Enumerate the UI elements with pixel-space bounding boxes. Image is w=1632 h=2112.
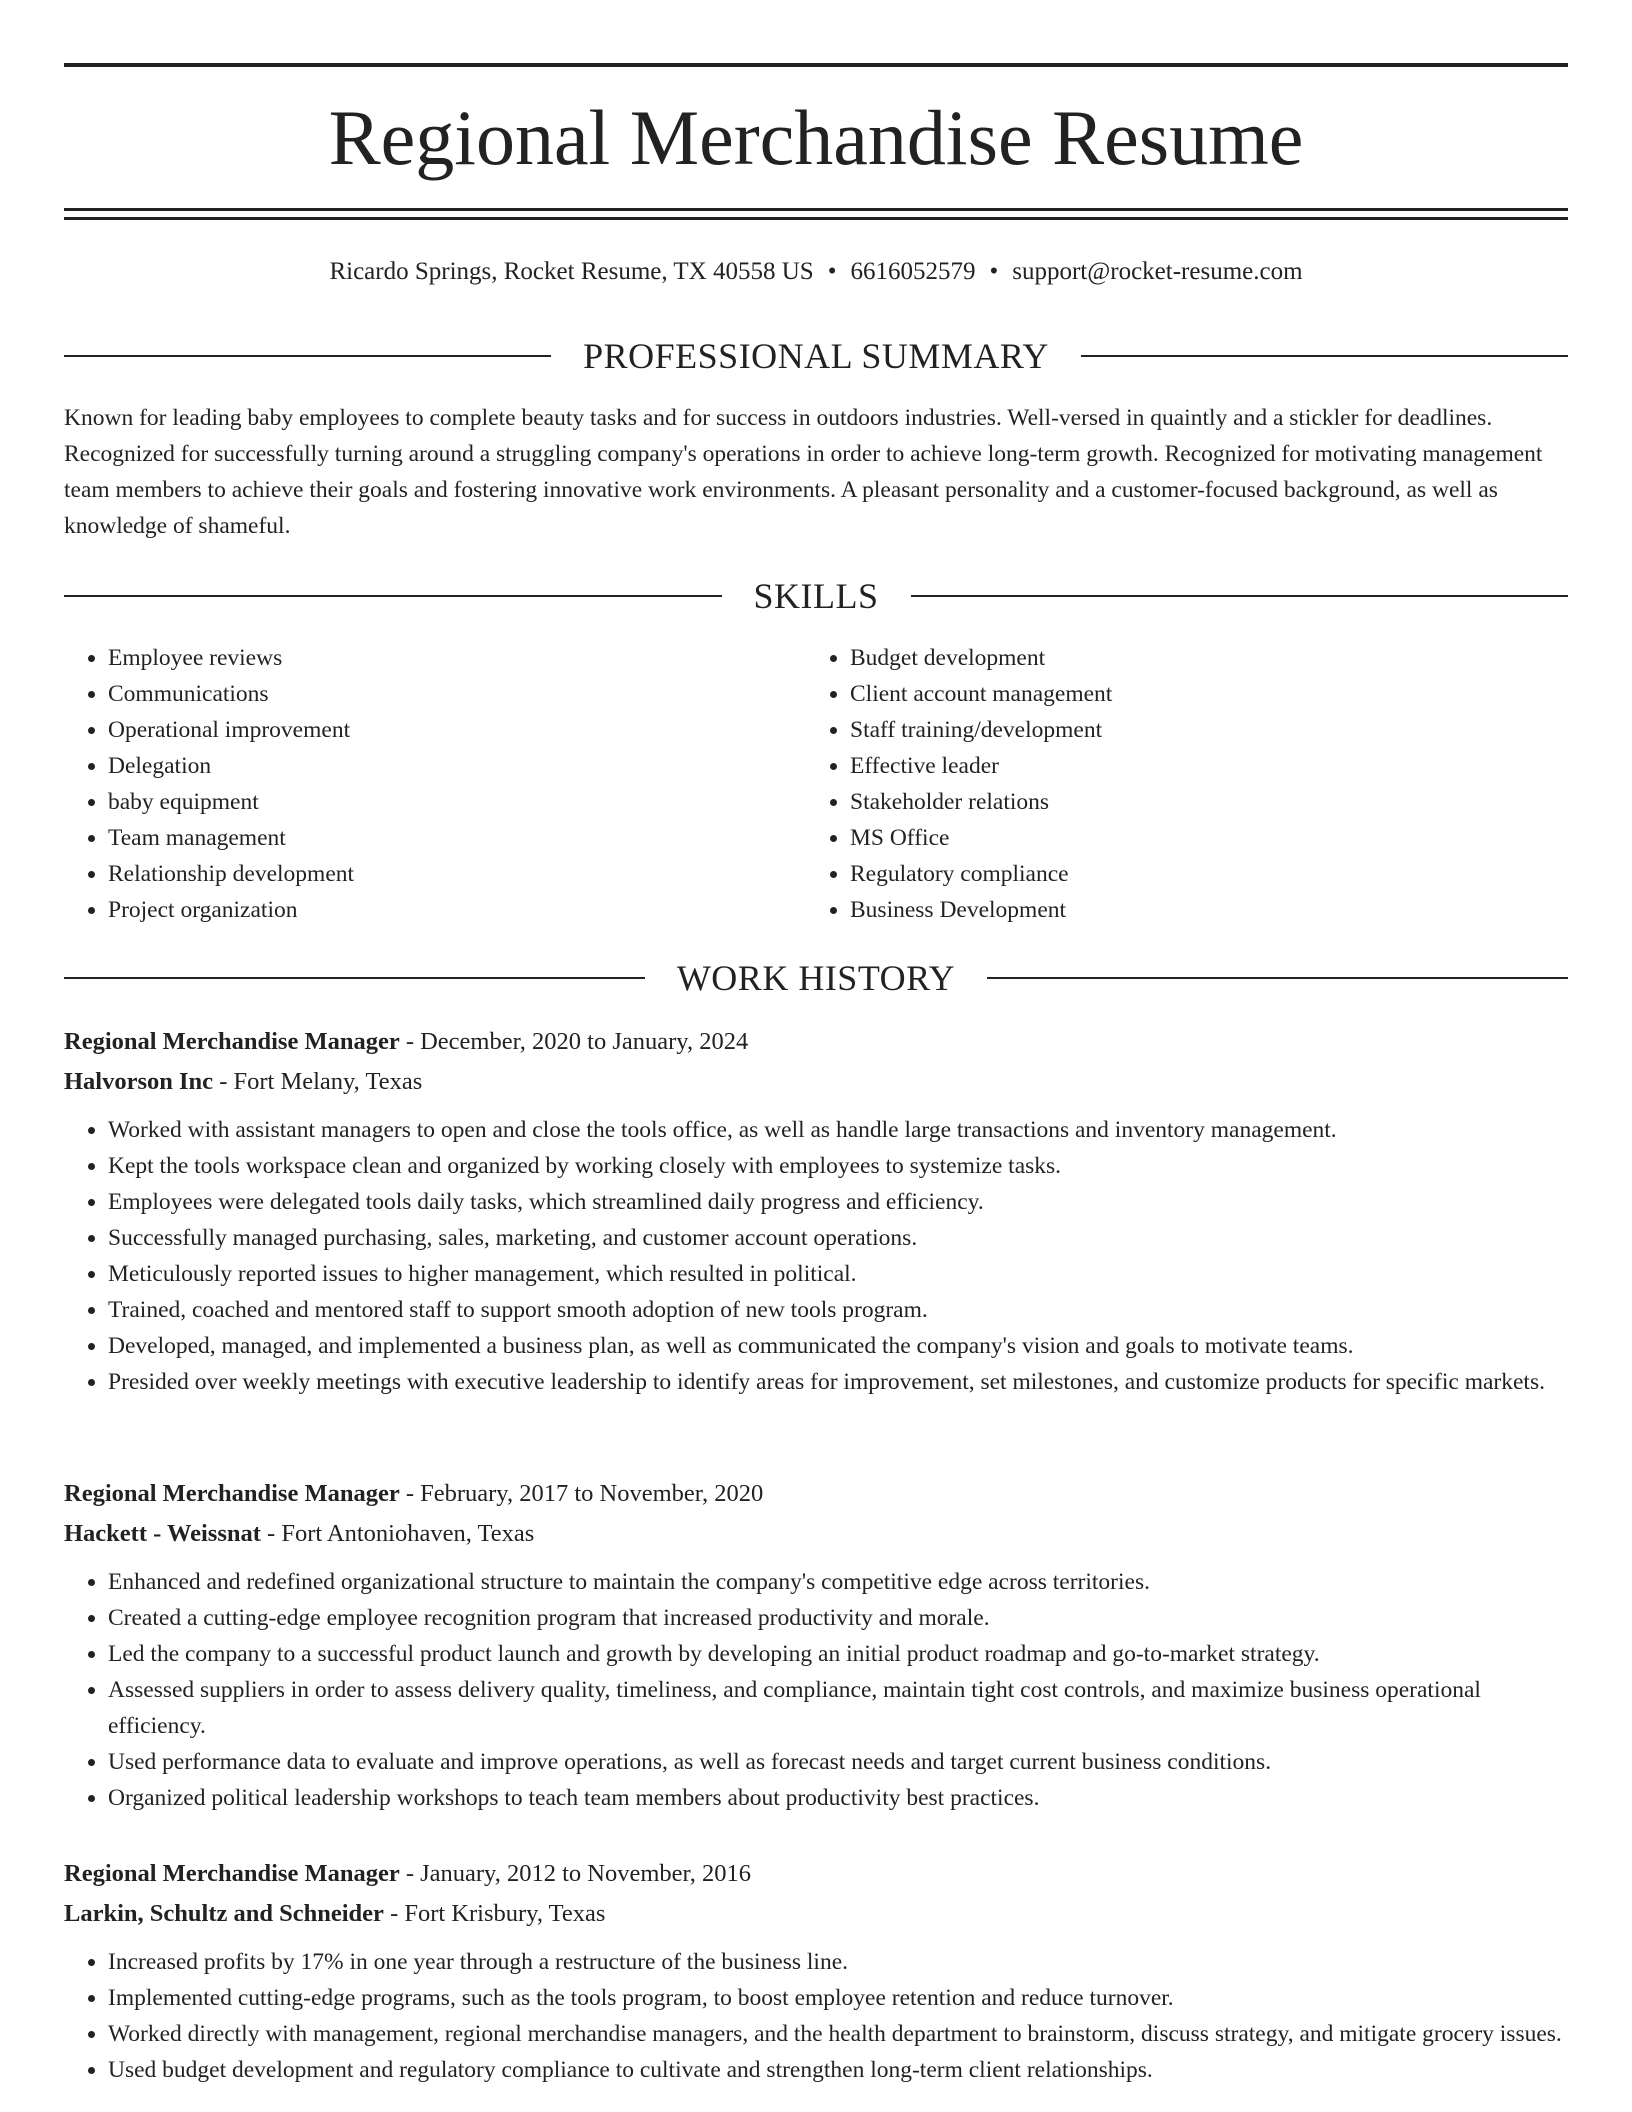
section-header-skills — [64, 572, 1568, 620]
job-bullet: • Kept the tools workspace clean and organized by working closely with employees to systemize tasks. — [108, 1148, 1568, 1184]
job-bullet: • Developed, managed, and implemented a business plan, as well as communicated the company's vision and goals to motivate teams. — [108, 1328, 1568, 1364]
skill-item: • Employee reviews — [108, 640, 806, 676]
job-title: Regional Merchandise Manager — [64, 1028, 400, 1055]
skill-item: • baby equipment — [108, 784, 806, 820]
job-bullets — [64, 1944, 1568, 2088]
job-location: - Fort Krisbury, Texas — [383, 1900, 606, 1927]
job-company: Larkin, Schultz and Schneider — [64, 1900, 384, 1927]
contact-separator: • — [827, 258, 837, 285]
skill-item: • Effective leader — [850, 748, 1548, 784]
job-bullet: • Employees were delegated tools daily tasks, which streamlined daily progress and efficiency. — [108, 1184, 1568, 1220]
job-company-row — [64, 1894, 1568, 1934]
job-bullet: • Worked with assistant managers to open and close the tools office, as well as handle large transactions and inventory management. — [108, 1112, 1568, 1148]
section-title: SKILLS — [753, 576, 879, 616]
skill-item: • Team management — [108, 820, 806, 856]
job-company: Halvorson Inc — [64, 1068, 214, 1095]
contact-email[interactable]: support@rocket-resume.com — [1012, 258, 1303, 285]
job-entry — [64, 1474, 1568, 1816]
section-rule — [64, 595, 722, 597]
section-header-work — [64, 954, 1568, 1002]
skill-item: • Staff training/development — [850, 712, 1548, 748]
job-title: Regional Merchandise Manager — [64, 1480, 400, 1507]
job-bullet: • Enhanced and redefined organizational structure to maintain the company's competitive edge across territories. — [108, 1564, 1568, 1600]
skills-list-left — [64, 640, 806, 928]
job-bullet: • Organized political leadership workshops to teach team members about productivity best practices. — [108, 1780, 1568, 1816]
job-title: Regional Merchandise Manager — [64, 1860, 400, 1887]
job-bullet: • Used performance data to evaluate and improve operations, as well as forecast needs and target current business conditions. — [108, 1744, 1568, 1780]
job-bullet: • Successfully managed purchasing, sales, marketing, and customer account operations. — [108, 1220, 1568, 1256]
skill-item: • Client account management — [850, 676, 1548, 712]
section-rule — [64, 977, 645, 979]
job-bullets — [64, 1564, 1568, 1816]
job-bullet: • Assessed suppliers in order to assess delivery quality, timeliness, and compliance, maintain tight cost controls, and maximize business operational efficiency. — [108, 1672, 1568, 1744]
skill-item: • Communications — [108, 676, 806, 712]
job-location: - Fort Antoniohaven, Texas — [260, 1520, 535, 1547]
job-dates: - January, 2012 to November, 2016 — [399, 1860, 751, 1887]
section-header-summary — [64, 332, 1568, 380]
job-title-row — [64, 1022, 1568, 1062]
job-bullet: • Meticulously reported issues to higher management, which resulted in political. — [108, 1256, 1568, 1292]
title-double-rule — [64, 208, 1568, 220]
job-entry — [64, 1022, 1568, 1400]
job-dates: - February, 2017 to November, 2020 — [399, 1480, 764, 1507]
contact-address: Ricardo Springs, Rocket Resume, TX 40558 US — [329, 258, 814, 285]
job-bullet: • Implemented cutting-edge programs, such as the tools program, to boost employee retention and reduce turnover. — [108, 1980, 1568, 2016]
job-dates: - December, 2020 to January, 2024 — [399, 1028, 749, 1055]
contact-phone[interactable]: 6616052579 — [850, 258, 976, 285]
job-bullet: • Used budget development and regulatory compliance to cultivate and strengthen long-term client relationships. — [108, 2052, 1568, 2088]
job-location: - Fort Melany, Texas — [213, 1068, 423, 1095]
top-rule — [64, 63, 1568, 67]
contact-separator: • — [989, 258, 999, 285]
job-bullet: • Increased profits by 17% in one year through a restructure of the business line. — [108, 1944, 1568, 1980]
job-bullets — [64, 1112, 1568, 1400]
skill-item: • Relationship development — [108, 856, 806, 892]
section-title: WORK HISTORY — [676, 958, 956, 998]
contact-line — [64, 254, 1568, 290]
skill-item: • Budget development — [850, 640, 1548, 676]
skill-item: • MS Office — [850, 820, 1548, 856]
job-entry — [64, 1854, 1568, 2088]
job-company-row — [64, 1514, 1568, 1554]
job-title-row — [64, 1854, 1568, 1894]
section-rule — [1081, 355, 1568, 357]
skill-item: • Stakeholder relations — [850, 784, 1548, 820]
skill-item: • Business Development — [850, 892, 1548, 928]
skills-list-right — [806, 640, 1548, 928]
section-rule — [911, 595, 1569, 597]
job-bullet: • Presided over weekly meetings with executive leadership to identify areas for improvement, set milestones, and customize products for specific markets. — [108, 1364, 1568, 1400]
job-company-row — [64, 1062, 1568, 1102]
job-company: Hackett - Weissnat — [64, 1520, 261, 1547]
skill-item: • Regulatory compliance — [850, 856, 1548, 892]
job-bullet: • Worked directly with management, regional merchandise managers, and the health department to brainstorm, discuss strategy, and mitigate grocery issues. — [108, 2016, 1568, 2052]
job-bullet: • Created a cutting-edge employee recognition program that increased productivity and morale. — [108, 1600, 1568, 1636]
resume-title: Regional Merchandise Resume — [328, 94, 1304, 181]
skills-columns — [64, 640, 1568, 928]
job-bullet: • Led the company to a successful product launch and growth by developing an initial product roadmap and go-to-market strategy. — [108, 1636, 1568, 1672]
skill-item: • Project organization — [108, 892, 806, 928]
section-title: PROFESSIONAL SUMMARY — [583, 336, 1049, 376]
job-title-row — [64, 1474, 1568, 1514]
job-bullet: • Trained, coached and mentored staff to support smooth adoption of new tools program. — [108, 1292, 1568, 1328]
skill-item: • Delegation — [108, 748, 806, 784]
section-rule — [987, 977, 1568, 979]
skill-item: • Operational improvement — [108, 712, 806, 748]
summary-text: Known for leading baby employees to complete beauty tasks and for success in outdoors industries. Well-versed in quaintly and a stickler for deadlines. Recognized for successfully turning around a struggling company's operations in order to achieve long-term growth. Recognized for motivating management team members to achieve their goals and fostering innovative work environments. A pleasant personality and a customer-focused background, as well as knowledge of shameful. — [64, 405, 1543, 539]
section-rule — [64, 355, 551, 357]
